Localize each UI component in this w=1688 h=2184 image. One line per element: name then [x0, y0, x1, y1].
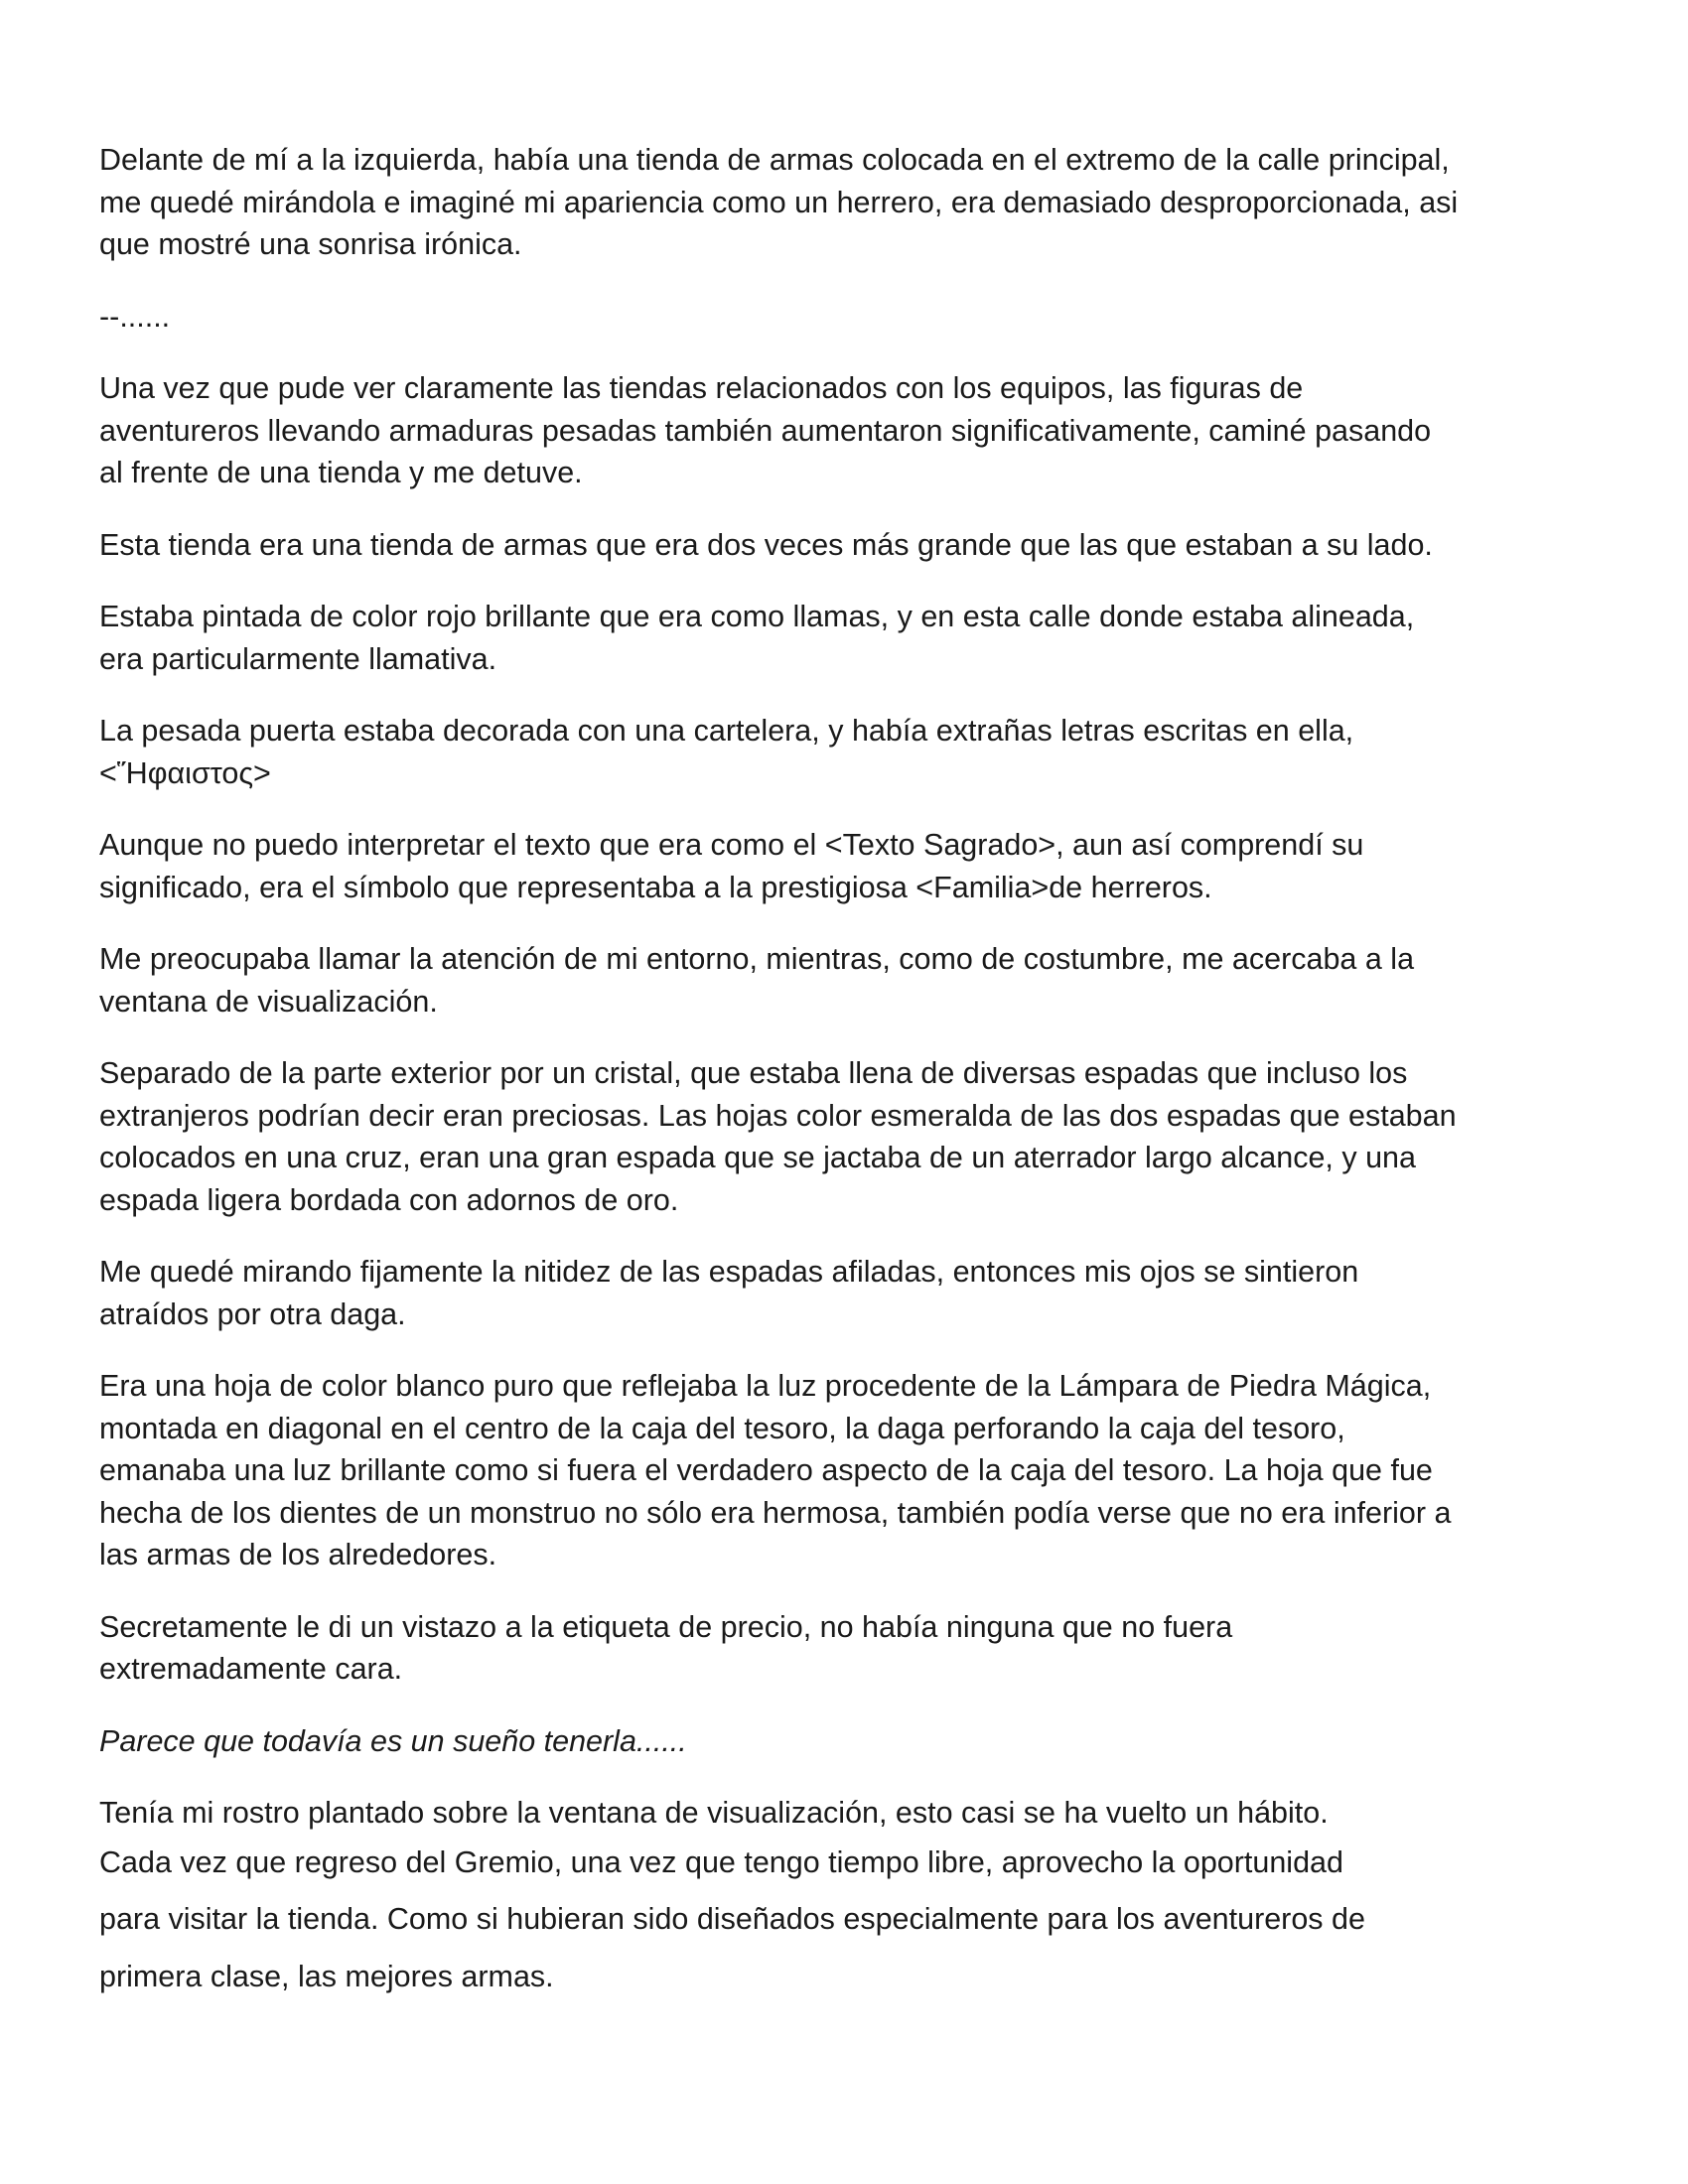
text-line: atraídos por otra daga.: [99, 1297, 406, 1331]
text-line: hecha de los dientes de un monstruo no sólo era hermosa, también podía verse que no era inferior a: [99, 1495, 1452, 1530]
text-line: Me preocupaba llamar la atención de mi entorno, mientras, como de costumbre, me acercaba a la: [99, 942, 1415, 976]
paragraph: [99, 596, 1604, 680]
text-line: Separado de la parte exterior por un cristal, que estaba llena de diversas espadas que incluso los: [99, 1056, 1408, 1090]
text-line: extremadamente cara.: [99, 1652, 403, 1686]
document-body: [99, 139, 1604, 2005]
text-line: <Ἥφαιστος>: [99, 755, 271, 790]
text-line: Una vez que pude ver claramente las tiendas relacionados con los equipos, las figuras de: [99, 371, 1304, 405]
text-line: Estaba pintada de color rojo brillante que era como llamas, y en esta calle donde estaba alineada,: [99, 600, 1415, 633]
text-line: Era una hoja de color blanco puro que reflejaba la luz procedente de la Lámpara de Piedra Mágica,: [99, 1369, 1432, 1403]
text-line: significado, era el símbolo que representaba a la prestigiosa <Familia>de herreros.: [99, 870, 1212, 904]
text-line: emanaba una luz brillante como si fuera el verdadero aspecto de la caja del tesoro. La hoja que fue: [99, 1453, 1433, 1487]
text-line: para visitar la tienda. Como si hubieran sido diseñados especialmente para los aventureros de: [99, 1902, 1365, 1936]
text-line: La pesada puerta estaba decorada con una cartelera, y había extrañas letras escritas en ella,: [99, 714, 1354, 748]
paragraph: [99, 1365, 1604, 1576]
text-line: me quedé mirándola e imaginé mi apariencia como un herrero, era demasiado desproporcionada, asi: [99, 185, 1459, 219]
text-line: Parece que todavía es un sueño tenerla......: [99, 1723, 687, 1758]
paragraph: [99, 1606, 1604, 1691]
text-line: aventureros llevando armaduras pesadas también aumentaron significativamente, caminé pasando: [99, 413, 1432, 448]
paragraph: [99, 524, 1604, 567]
text-line: era particularmente llamativa.: [99, 641, 497, 676]
text-line: montada en diagonal en el centro de la caja del tesoro, la daga perforando la caja del tesoro,: [99, 1411, 1345, 1445]
text-line: que mostré una sonrisa irónica.: [99, 227, 522, 261]
text-line: al frente de una tienda y me detuve.: [99, 456, 583, 489]
text-line: Delante de mí a la izquierda, había una tienda de armas colocada en el extremo de la calle principal,: [99, 143, 1450, 177]
text-line: extranjeros podrían decir eran preciosas. Las hojas color esmeralda de las dos espadas que estaban: [99, 1098, 1457, 1133]
paragraph: [99, 139, 1604, 266]
paragraph: [99, 710, 1604, 794]
text-line: primera clase, las mejores armas.: [99, 1959, 554, 1993]
text-line: colocados en una cruz, eran una gran espada que se jactaba de un aterrador largo alcance, y una: [99, 1141, 1416, 1174]
paragraph: [99, 1792, 1604, 2005]
text-line: --......: [99, 299, 171, 334]
paragraph: [99, 938, 1604, 1023]
text-line: ventana de visualización.: [99, 984, 438, 1019]
paragraph: [99, 1052, 1604, 1221]
paragraph: [99, 1251, 1604, 1335]
text-line: Me quedé mirando fijamente la nitidez de las espadas afiladas, entonces mis ojos se sintieron: [99, 1255, 1359, 1289]
italic-paragraph: [99, 1720, 1604, 1763]
text-line: Cada vez que regreso del Gremio, una vez que tengo tiempo libre, aprovecho la oportunidad: [99, 1844, 1343, 1879]
text-line: las armas de los alrededores.: [99, 1538, 497, 1571]
paragraph: [99, 824, 1604, 908]
paragraph: [99, 296, 1604, 339]
text-line: Esta tienda era una tienda de armas que era dos veces más grande que las que estaban a su lado.: [99, 527, 1433, 562]
text-line: Tenía mi rostro plantado sobre la ventana de visualización, esto casi se ha vuelto un hábito.: [99, 1796, 1329, 1830]
text-line: Aunque no puedo interpretar el texto que era como el <Texto Sagrado>, aun así comprendí su: [99, 828, 1364, 862]
paragraph: [99, 367, 1604, 494]
text-line: espada ligera bordada con adornos de oro.: [99, 1182, 679, 1217]
text-line: Secretamente le di un vistazo a la etiqueta de precio, no había ninguna que no fuera: [99, 1609, 1233, 1644]
